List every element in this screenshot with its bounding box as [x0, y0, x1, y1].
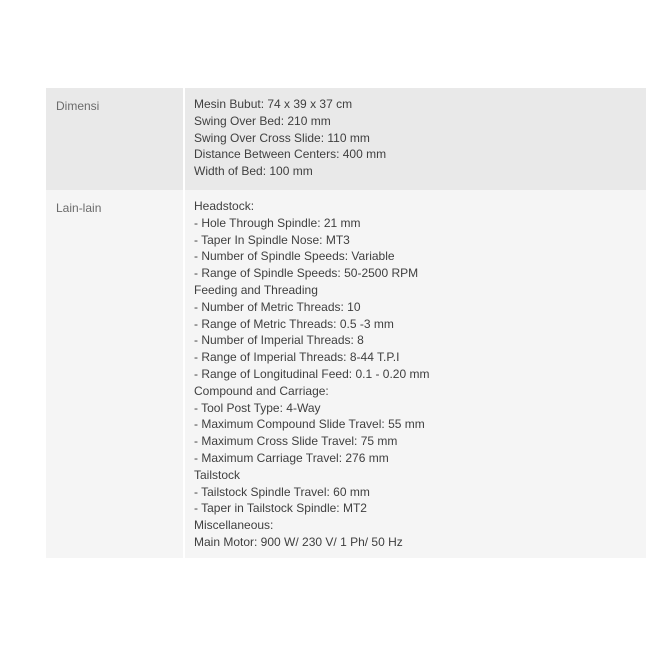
- spec-line: - Number of Imperial Threads: 8: [194, 333, 364, 348]
- spec-line: - Tool Post Type: 4-Way: [194, 400, 321, 415]
- spec-line: - Hole Through Spindle: 21 mm: [194, 215, 361, 230]
- spec-line: Swing Over Cross Slide: 110 mm: [194, 130, 370, 145]
- spec-label: Dimensi: [56, 99, 100, 113]
- spec-line: - Range of Imperial Threads: 8-44 T.P.I: [194, 350, 400, 365]
- spec-line: Miscellaneous:: [194, 518, 274, 533]
- spec-line: Headstock:: [194, 199, 255, 213]
- spec-line: - Maximum Carriage Travel: 276 mm: [194, 450, 389, 465]
- spec-line: - Tailstock Spindle Travel: 60 mm: [194, 484, 370, 499]
- spec-value: [185, 88, 646, 190]
- spec-line: - Taper In Spindle Nose: MT3: [194, 232, 350, 247]
- spec-line: - Range of Longitudinal Feed: 0.1 - 0.20 mm: [194, 366, 430, 381]
- spec-line: Width of Bed: 100 mm: [194, 164, 313, 179]
- spec-table: [46, 88, 646, 558]
- spec-label: Lain-lain: [56, 201, 102, 215]
- spec-line: - Range of Spindle Speeds: 50-2500 RPM: [194, 266, 419, 281]
- spec-line: - Number of Spindle Speeds: Variable: [194, 249, 395, 264]
- spec-line: Feeding and Threading: [194, 282, 318, 297]
- spec-line: Compound and Carriage:: [194, 383, 329, 398]
- spec-row-lain-lain: [46, 190, 646, 558]
- spec-line: Swing Over Bed: 210 mm: [194, 113, 331, 128]
- spec-line: - Taper in Tailstock Spindle: MT2: [194, 501, 367, 516]
- spec-line: - Range of Metric Threads: 0.5 -3 mm: [194, 316, 394, 331]
- spec-line: Tailstock: [194, 467, 241, 482]
- spec-line: - Maximum Cross Slide Travel: 75 mm: [194, 434, 398, 449]
- spec-line: Main Motor: 900 W/ 230 V/ 1 Ph/ 50 Hz: [194, 534, 403, 549]
- spec-row-dimensi: [46, 88, 646, 190]
- spec-line: Mesin Bubut: 74 x 39 x 37 cm: [194, 97, 353, 111]
- spec-line: Distance Between Centers: 400 mm: [194, 147, 387, 162]
- spec-line: - Number of Metric Threads: 10: [194, 299, 361, 314]
- spec-line: - Maximum Compound Slide Travel: 55 mm: [194, 417, 425, 432]
- spec-value: [185, 190, 646, 558]
